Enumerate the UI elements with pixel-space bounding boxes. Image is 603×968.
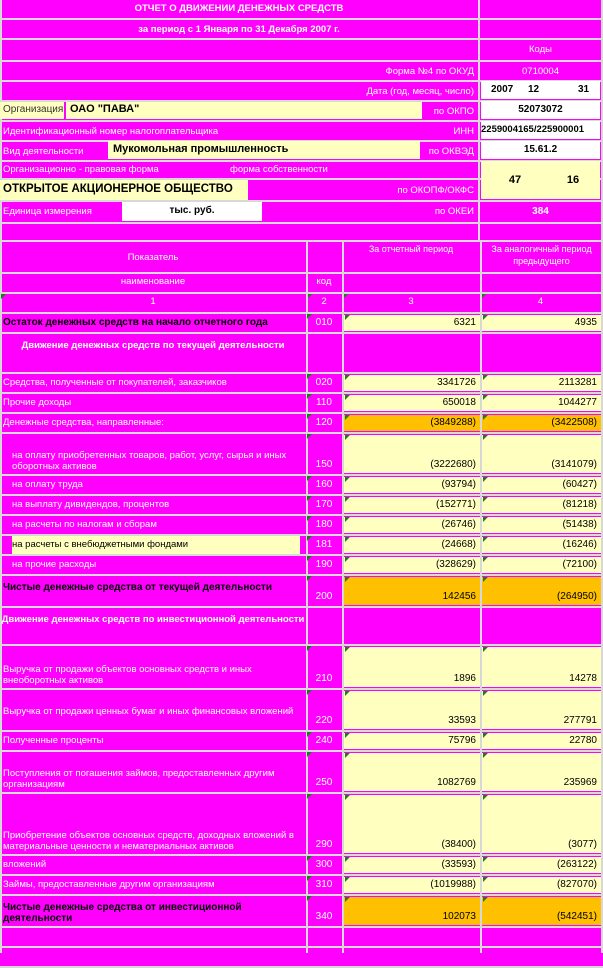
row-code: 150 — [315, 459, 333, 470]
cell-marker — [345, 477, 350, 482]
org-label: Организация — [3, 104, 63, 115]
row-current-value: 3341726 — [344, 375, 480, 391]
unit-label: Единица измерения — [3, 206, 92, 217]
row-code: 250 — [315, 777, 333, 788]
row-current-value: 1896 — [344, 647, 480, 687]
cell-marker — [483, 497, 488, 502]
row-current-value: 33593 — [344, 691, 480, 729]
inn-row-label: Идентификационный номер налогоплательщика — [3, 126, 219, 137]
row-code: 160 — [315, 479, 333, 490]
row-previous-value: (263122) — [482, 857, 601, 873]
cell-marker — [307, 394, 312, 399]
form-okud-value: 0710004 — [522, 66, 559, 77]
okved-label: по ОКВЭД — [428, 146, 474, 157]
cell-marker — [307, 536, 312, 541]
grid-line — [0, 272, 603, 274]
row-current-value: 6321 — [344, 315, 480, 331]
row-label: Выручка от продажи ценных бумаг и иных финансовых вложений — [3, 706, 294, 717]
cell-marker — [345, 415, 350, 420]
date-label: Дата (год, месяц, число) — [366, 86, 474, 97]
okfs-value: 16 — [566, 174, 580, 186]
cell-marker — [483, 733, 488, 738]
cell-marker — [307, 556, 312, 561]
cell-marker — [483, 395, 488, 400]
cell-marker — [307, 856, 312, 861]
row-previous-value: (51438) — [482, 517, 601, 533]
cell-marker — [483, 537, 488, 542]
date-year: 2007 — [491, 84, 514, 95]
grid-line — [0, 946, 603, 948]
col-num-1: 1 — [150, 296, 156, 307]
cell-marker — [345, 733, 350, 738]
cell-marker — [307, 752, 312, 757]
okpo-label: по ОКПО — [433, 106, 474, 117]
row-label: на оплату труда — [12, 479, 83, 490]
row-current-value: 650018 — [344, 395, 480, 411]
row-label: Займы, предоставленные другим организациям — [3, 879, 215, 890]
row-label: вложений — [3, 859, 47, 870]
row-label: на расчеты с внебюджетными фондами — [12, 536, 300, 554]
row-label: на оплату приобретенных товаров, работ, услуг, сырья и иных оборотных активов — [12, 450, 287, 472]
activity-value: Мукомольная промышленность — [113, 143, 289, 155]
col-current-header: За отчетный период — [368, 244, 454, 254]
row-label: Чистые денежные средства от инвестиционной деятельности — [3, 902, 242, 924]
col-indicator-header: Показатель — [127, 252, 179, 263]
codes-header: Коды — [529, 44, 552, 55]
cell-marker — [345, 691, 350, 696]
row-label: Остаток денежных средств на начало отчетного года — [3, 317, 268, 328]
cell-marker — [307, 516, 312, 521]
report-period: за период с 1 Января по 31 Декабря 2007 г. — [138, 24, 340, 35]
cell-marker — [483, 557, 488, 562]
row-current-value: (3222680) — [344, 435, 480, 473]
okopf-label: по ОКОПФ/ОКФС — [397, 185, 474, 196]
date-month: 12 — [528, 84, 540, 95]
row-code: 190 — [315, 559, 333, 570]
grid-line — [0, 292, 603, 294]
date-day: 31 — [578, 84, 590, 95]
row-code: 340 — [315, 911, 333, 922]
report-title: ОТЧЕТ О ДВИЖЕНИИ ДЕНЕЖНЫХ СРЕДСТВ — [134, 3, 344, 14]
cell-marker — [307, 374, 312, 379]
row-previous-value: (81218) — [482, 497, 601, 513]
row-label: на прочие расходы — [12, 559, 97, 570]
row-label: Движение денежных средств по инвестиционной деятельности — [1, 614, 305, 625]
row-previous-value: 1044277 — [482, 395, 601, 411]
row-previous-value: (3422508) — [482, 415, 601, 431]
cell-marker — [345, 897, 350, 902]
col-num-3: 3 — [408, 296, 414, 307]
ownership-label: форма собственности — [230, 164, 328, 175]
row-label: Полученные проценты — [3, 735, 104, 746]
row-label: Прочие доходы — [3, 397, 72, 408]
cell-marker — [483, 315, 488, 320]
row-label: Движение денежных средств по текущей деятельности — [21, 340, 285, 351]
row-current-value: 75796 — [344, 733, 480, 749]
cell-marker — [345, 753, 350, 758]
okved-value: 15.61.2 — [523, 144, 558, 155]
row-label: Денежные средства, направленные: — [3, 417, 164, 428]
cell-marker — [483, 517, 488, 522]
cell-marker — [307, 434, 312, 439]
row-code: 310 — [315, 879, 333, 890]
row-current-value: (26746) — [344, 517, 480, 533]
cell-marker — [307, 476, 312, 481]
cell-marker — [307, 794, 312, 799]
cell-marker — [483, 753, 488, 758]
cell-marker — [345, 375, 350, 380]
cell-marker — [345, 537, 350, 542]
row-code: 300 — [315, 859, 333, 870]
row-current-value: (3849288) — [344, 415, 480, 431]
row-previous-value: 22780 — [482, 733, 601, 749]
cell-marker — [483, 435, 488, 440]
row-current-value: (33593) — [344, 857, 480, 873]
cell-marker — [345, 557, 350, 562]
cell-marker — [307, 496, 312, 501]
cell-marker — [307, 896, 312, 901]
cell-marker — [307, 414, 312, 419]
org-name: ОАО "ПАВА" — [70, 103, 140, 115]
cell-marker — [1, 294, 6, 299]
row-previous-value: (72100) — [482, 557, 601, 573]
cell-marker — [345, 395, 350, 400]
grid-line — [0, 926, 603, 928]
row-label: Чистые денежные средства от текущей деятельности — [3, 582, 272, 593]
cell-marker — [483, 795, 488, 800]
cell-marker — [345, 857, 350, 862]
row-label: Приобретение объектов основных средств, доходных вложений в материальные ценности и нематериальных активов — [3, 830, 294, 852]
cell-marker — [345, 647, 350, 652]
form-okud-label: Форма №4 по ОКУД — [385, 66, 474, 77]
inn-value: 2259004165/225900001 — [481, 124, 585, 135]
cell-marker — [345, 517, 350, 522]
row-label: на расчеты по налогам и сборам — [12, 519, 157, 530]
col-code-header: код — [316, 276, 332, 287]
cell-marker — [483, 577, 488, 582]
legal-form-label: Организационно - правовая форма — [3, 164, 159, 175]
cell-marker — [483, 877, 488, 882]
cell-marker — [345, 795, 350, 800]
unit-value: тыс. руб. — [169, 205, 215, 216]
row-code: 120 — [315, 417, 333, 428]
cell-marker — [483, 857, 488, 862]
row-previous-value: 277791 — [482, 691, 601, 729]
cell-marker — [345, 497, 350, 502]
okpo-value: 52073072 — [518, 104, 563, 115]
cell-marker — [483, 691, 488, 696]
row-code: 210 — [315, 673, 333, 684]
col-previous-header: За аналогичный период предыдущего — [491, 244, 592, 266]
row-code: 181 — [315, 539, 333, 550]
row-code: 200 — [315, 591, 333, 602]
activity-label: Вид деятельности — [3, 146, 84, 157]
row-current-value: (1019988) — [344, 877, 480, 893]
row-previous-value: (264950) — [482, 577, 601, 605]
cell-marker — [483, 415, 488, 420]
row-previous-value: (60427) — [482, 477, 601, 493]
row-previous-value: 235969 — [482, 753, 601, 791]
row-current-value: 142456 — [344, 577, 480, 605]
row-code: 010 — [315, 317, 333, 328]
row-previous-value: 4935 — [482, 315, 601, 331]
row-code: 240 — [315, 735, 333, 746]
cell-marker — [483, 477, 488, 482]
row-previous-value: 14278 — [482, 647, 601, 687]
inn-label: ИНН — [453, 126, 474, 137]
cell-marker — [483, 647, 488, 652]
okei-value: 384 — [532, 206, 549, 217]
okopf-value: 47 — [508, 174, 522, 186]
row-current-value: (24668) — [344, 537, 480, 553]
col-num-2: 2 — [321, 296, 327, 307]
col-name-header: наименование — [120, 276, 186, 287]
row-label: Поступления от погашения займов, предоставленных другим организациям — [3, 768, 275, 790]
org-sep — [64, 102, 66, 119]
row-code: 110 — [316, 397, 332, 408]
row-code: 180 — [315, 519, 333, 530]
row-previous-value: (542451) — [482, 897, 601, 925]
cell-marker — [307, 690, 312, 695]
row-current-value: (152771) — [344, 497, 480, 513]
row-label: на выплату дивидендов, процентов — [12, 499, 170, 510]
legal-form-value: ОТКРЫТОЕ АКЦИОНЕРНОЕ ОБЩЕСТВО — [3, 183, 233, 195]
cell-marker — [345, 315, 350, 320]
cell-marker — [345, 877, 350, 882]
row-code: 020 — [315, 377, 333, 388]
col-num-4: 4 — [537, 296, 544, 307]
cell-marker — [307, 732, 312, 737]
row-current-value: (328629) — [344, 557, 480, 573]
cell-marker — [345, 577, 350, 582]
row-previous-value: (16246) — [482, 537, 601, 553]
row-previous-value: (3141079) — [482, 435, 601, 473]
row-code: 220 — [315, 715, 333, 726]
row-current-value: 102073 — [344, 897, 480, 925]
row-previous-value: (3077) — [482, 795, 601, 853]
row-current-value: 1082769 — [344, 753, 480, 791]
cell-marker — [307, 876, 312, 881]
cell-marker — [483, 375, 488, 380]
row-code: 290 — [315, 839, 333, 850]
cell-marker — [345, 435, 350, 440]
row-current-value: (93794) — [344, 477, 480, 493]
row-label: Средства, полученные от покупателей, заказчиков — [3, 377, 227, 388]
row-current-value: (38400) — [344, 795, 480, 853]
cell-marker — [307, 576, 312, 581]
row-label: Выручка от продажи объектов основных средств и иных внеоборотных активов — [3, 664, 252, 686]
row-code: 170 — [315, 499, 333, 510]
row-previous-value: (827070) — [482, 877, 601, 893]
cell-marker — [307, 646, 312, 651]
okei-label: по ОКЕИ — [434, 206, 474, 217]
cell-marker — [483, 897, 488, 902]
row-previous-value: 2113281 — [482, 375, 601, 391]
cell-marker — [307, 314, 312, 319]
